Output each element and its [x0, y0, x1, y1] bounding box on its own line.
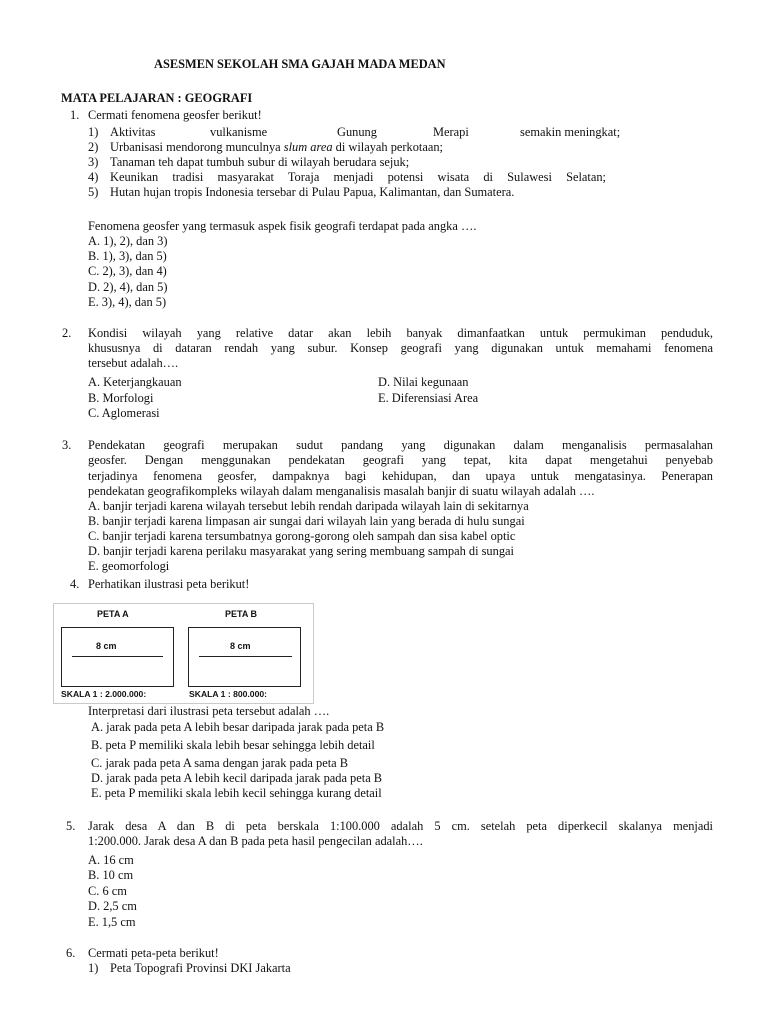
question-line: Jarak desa A dan B di peta berskala 1:100.000 adalah 5 cm. setelah peta diperkecil skalanya menjadi — [88, 819, 713, 833]
answer-option: C. 2), 3), dan 4) — [88, 264, 167, 278]
answer-option: A. 16 cm — [88, 853, 134, 867]
question-number: 5. — [66, 819, 76, 833]
answer-option: A. 1), 2), dan 3) — [88, 234, 168, 248]
answer-option: D. 2), 4), dan 5) — [88, 280, 168, 294]
question-line: pendekatan geografikompleks wilayah dalam menganalisis masalah banjir di suatu wilayah adalah …. — [88, 484, 595, 498]
question-number: 6. — [66, 946, 76, 960]
statement-number: 3) — [88, 155, 99, 169]
statement-text — [110, 140, 443, 155]
statement-number: 5) — [88, 185, 99, 199]
answer-option: A. banjir terjadi karena wilayah tersebut lebih rendah daripada wilayah lain di sekitarnya — [88, 499, 529, 513]
answer-option: C. Aglomerasi — [88, 406, 160, 420]
map-b-distance-line — [199, 656, 292, 657]
list-item-text: Peta Topografi Provinsi DKI Jakarta — [110, 961, 291, 975]
question-stem: Cermati peta-peta berikut! — [88, 946, 219, 960]
question-number: 1. — [70, 108, 80, 122]
subject-heading: MATA PELAJARAN : GEOGRAFI — [61, 91, 253, 105]
map-b-distance-label: 8 cm — [230, 641, 251, 651]
answer-option: D. 2,5 cm — [88, 899, 137, 913]
answer-option: A. jarak pada peta A lebih besar daripada jarak pada peta B — [91, 720, 385, 734]
map-a-distance-label: 8 cm — [96, 641, 117, 651]
map-a-scale: SKALA 1 : 2.000.000: — [61, 689, 147, 699]
statement-number: 2) — [88, 140, 99, 154]
answer-option: E. Diferensiasi Area — [378, 391, 479, 405]
answer-option: B. Morfologi — [88, 391, 154, 405]
statement-text-part: Urbanisasi mendorong munculnya — [110, 140, 284, 154]
map-b-title: PETA B — [225, 609, 258, 619]
question-line: 1:200.000. Jarak desa A dan B pada peta hasil pengecilan adalah…. — [88, 834, 423, 848]
question-prompt: Interpretasi dari ilustrasi peta tersebut adalah …. — [88, 704, 330, 718]
map-b-scale: SKALA 1 : 800.000: — [189, 689, 268, 699]
statement-text: Keunikan tradisi masyarakat Toraja menjadi potensi wisata di Sulawesi Selatan; — [110, 170, 606, 184]
statement-word: Merapi — [433, 125, 469, 139]
answer-option: C. banjir terjadi karena tersumbatnya gorong-gorong oleh sampah dan sisa kabel optic — [88, 529, 516, 543]
list-item-number: 1) — [88, 961, 99, 975]
statement-text-part: di wilayah perkotaan; — [332, 140, 443, 154]
answer-option: D. Nilai kegunaan — [378, 375, 469, 389]
question-stem: Cermati fenomena geosfer berikut! — [88, 108, 262, 122]
statement-text: Hutan hujan tropis Indonesia tersebar di Pulau Papua, Kalimantan, dan Sumatera. — [110, 185, 515, 199]
answer-option: E. 3), 4), dan 5) — [88, 295, 167, 309]
statement-word: Gunung — [337, 125, 377, 139]
statement-word: vulkanisme — [210, 125, 268, 139]
question-line: geosfer. Dengan menggunakan pendekatan geografi yang tepat, kita dapat mengetahui penyebab — [88, 453, 713, 467]
question-number: 3. — [62, 438, 72, 452]
statement-italic-term: slum area — [283, 140, 333, 154]
statement-word: Aktivitas — [110, 125, 156, 139]
answer-option: D. banjir terjadi karena perilaku masyarakat yang sering membuang sampah di sungai — [88, 544, 514, 558]
question-number: 4. — [70, 577, 80, 591]
answer-option: A. Keterjangkauan — [88, 375, 182, 389]
answer-option: C. jarak pada peta A sama dengan jarak pada peta B — [91, 756, 349, 770]
question-line: Kondisi wilayah yang relative datar akan lebih banyak dimanfaatkan untuk permukiman penduduk, — [88, 326, 713, 340]
answer-option: E. 1,5 cm — [88, 915, 136, 929]
answer-option: D. jarak pada peta A lebih kecil daripada jarak pada peta B — [91, 771, 383, 785]
question-line: khususnya di dataran rendah yang subur. Konsep geografi yang digunakan untuk memahami fenomena — [88, 341, 713, 355]
statement-word: semakin meningkat; — [520, 125, 621, 139]
answer-option: C. 6 cm — [88, 884, 127, 898]
question-line: tersebut adalah…. — [88, 356, 179, 370]
question-stem: Perhatikan ilustrasi peta berikut! — [88, 577, 250, 591]
map-a-title: PETA A — [97, 609, 129, 619]
answer-option: B. 10 cm — [88, 868, 134, 882]
answer-option: E. geomorfologi — [88, 559, 170, 573]
map-scale-figure — [53, 603, 314, 704]
question-number: 2. — [62, 326, 72, 340]
question-line: terjadinya fenomena geosfer, dampaknya bagi kehidupan, dan upaya untuk mengatasinya. Penerapan — [88, 469, 713, 483]
statement-number: 4) — [88, 170, 99, 184]
question-prompt: Fenomena geosfer yang termasuk aspek fisik geografi terdapat pada angka …. — [88, 219, 477, 233]
map-a-distance-line — [72, 656, 163, 657]
question-line: Pendekatan geografi merupakan sudut pandang yang digunakan dalam menganalisis permasalahan — [88, 438, 713, 452]
exam-title: ASESMEN SEKOLAH SMA GAJAH MADA MEDAN — [154, 57, 446, 71]
answer-option: E. peta P memiliki skala lebih kecil sehingga kurang detail — [91, 786, 382, 800]
answer-option: B. banjir terjadi karena limpasan air sungai dari wilayah lain yang berada di hulu sungai — [88, 514, 525, 528]
statement-number: 1) — [88, 125, 99, 139]
answer-option: B. 1), 3), dan 5) — [88, 249, 167, 263]
answer-option: B. peta P memiliki skala lebih besar sehingga lebih detail — [91, 738, 375, 752]
statement-text: Tanaman teh dapat tumbuh subur di wilayah berudara sejuk; — [110, 155, 410, 169]
